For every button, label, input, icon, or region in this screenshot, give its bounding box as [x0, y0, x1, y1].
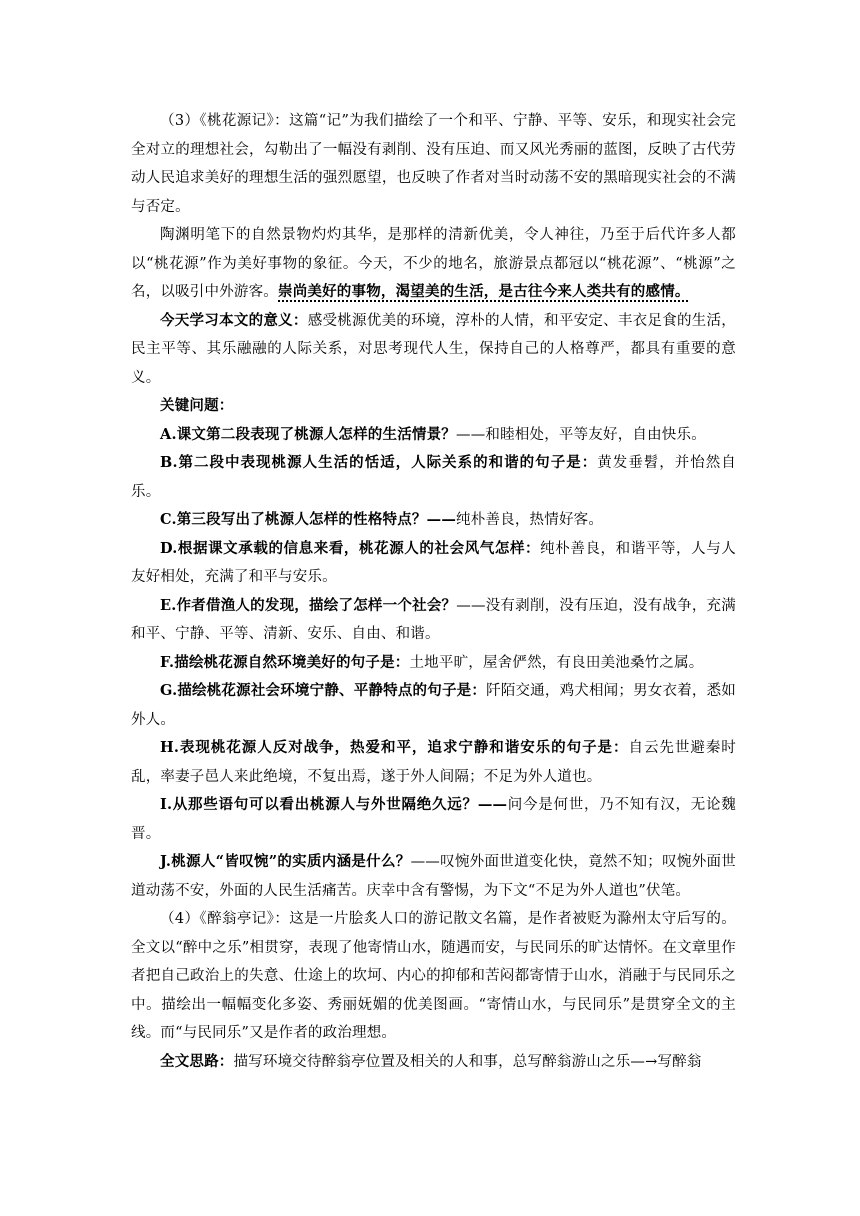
question-text: F.描绘桃花源自然环境美好的句子是： [160, 653, 410, 671]
paragraph-heading: 今天学习本文的意义： [160, 311, 308, 329]
answer-text: 阡陌交通，鸡犬相闻；男女衣着，悉如外人。 [131, 683, 736, 728]
question-g [131, 677, 736, 734]
paragraph-zuiwengting-summary [131, 905, 736, 1048]
answer-text: ——和睦相处，平等友好，自由快乐。 [456, 426, 706, 443]
paragraph-learning-significance [131, 307, 736, 393]
question-text: B.第二段中表现桃源人生活的恬适，人际关系的和谐的句子是： [160, 454, 598, 471]
answer-text: ——叹惋外面世道变化快，竟然不知；叹惋外面世道动荡不安，外面的人民生活痛苦。庆幸中含有警惕，为下文“不足为外人道也”伏笔。 [131, 854, 736, 899]
paragraph-overall-structure [131, 1048, 736, 1077]
question-j [131, 848, 736, 905]
question-text: I.从那些语句可以看出桃源人与外世隔绝久远？—— [160, 796, 508, 813]
question-a [131, 421, 736, 450]
question-text: G.描绘桃花源社会环境宁静、平静特点的句子是： [160, 682, 487, 699]
paragraph-text: 陶渊明笔下的自然景物灼灼其华，是那样的清新优美，令人神往，乃至于后代许多人都以“桃花源”作为美好事物的象征。今天，不少的地名，旅游景点都冠以“桃花源”、“桃源”之名，以吸引中外游客。 [131, 227, 736, 300]
question-i [131, 791, 736, 848]
document-body [131, 107, 736, 1076]
paragraph-heading: 全文思路： [160, 1052, 234, 1070]
answer-text: 纯朴善良，热情好客。 [456, 512, 604, 528]
paragraph-text: 描写环境交待醉翁亭位置及相关的人和事，总写醉翁游山之乐—→写醉翁 [233, 1053, 702, 1070]
question-text: J.桃源人“皆叹惋”的实质内涵是什么？ [160, 853, 411, 870]
question-text: H.表现桃花源人反对战争，热爱和平，追求宁静和谐安乐的句子是： [160, 739, 629, 756]
question-text: E.作者借渔人的发现，描绘了怎样一个社会？ [160, 596, 457, 614]
question-text: C.第三段写出了桃源人怎样的性格特点？—— [160, 511, 457, 528]
paragraph-heading: 关键问题： [160, 397, 234, 414]
question-d [131, 535, 736, 592]
question-b [131, 449, 736, 506]
answer-text: 自云先世避秦时乱，率妻子邑人来此绝境，不复出焉，遂于外人间隔；不足为外人道也。 [131, 740, 736, 785]
question-text: A.课文第二段表现了桃源人怎样的生活情景？ [160, 425, 456, 443]
question-text: D.根据课文承载的信息来看，桃花源人的社会风气怎样： [160, 539, 541, 557]
question-c [131, 506, 736, 535]
paragraph-natural-scenery [131, 221, 736, 307]
paragraph-text: （4）《醉翁亭记》：这是一片脍炙人口的游记散文名篇，是作者被贬为滁州太守后写的。全文以“醉中之乐”相贯穿，表现了他寄情山水，随遇而安，与民同乐的旷达情怀。在文章里作者把自己政治上的失意、仕途上的坎坷、内心的抑郁和苦闷都寄情于山水，消融于与民同乐之中。描绘出一幅幅变化多姿、秀丽妩媚的优美图画。“寄情山水，与民同乐”是贯穿全文的主线。而“与民同乐”又是作者的政治理想。 [131, 911, 736, 1041]
answer-text: 土地平旷，屋舍俨然，有良田美池桑竹之属。 [409, 654, 704, 671]
answer-text: ——没有剥削，没有压迫，没有战争，充满和平、宁静、平等、清新、安乐、自由、和谐。 [131, 597, 736, 642]
key-questions-heading [131, 392, 736, 421]
paragraph-taohuayuan-summary [131, 107, 736, 221]
question-f [131, 649, 736, 678]
answer-text: 纯朴善良，和谐平等，人与人友好相处，充满了和平与安乐。 [131, 540, 736, 585]
answer-text: 黄发垂髫，并怡然自乐。 [131, 455, 736, 500]
paragraph-text: 感受桃源优美的环境，淳朴的人情，和平安定、丰衣足食的生活，民主平等、其乐融融的人际关系，对思考现代人生，保持自己的人格尊严，都具有重要的意义。 [131, 312, 736, 386]
answer-text: 问今是何世，乃不知有汉，无论魏晋。 [131, 797, 736, 842]
paragraph-text: （3）《桃花源记》：这篇“记”为我们描绘了一个和平、宁静、平等、安乐，和现实社会完全对立的理想社会，勾勒出了一幅没有剥削、没有压迫、而又风光秀丽的蓝图，反映了古代劳动人民追求美好的理想生活的强烈愿望，也反映了作者对当时动荡不安的黑暗现实社会的不满与否定。 [131, 113, 736, 215]
question-h [131, 734, 736, 791]
question-e [131, 592, 736, 649]
emphasized-sentence: 崇尚美好的事物，渴望美的生活，是古往今来人类共有的感情。 [278, 283, 690, 300]
